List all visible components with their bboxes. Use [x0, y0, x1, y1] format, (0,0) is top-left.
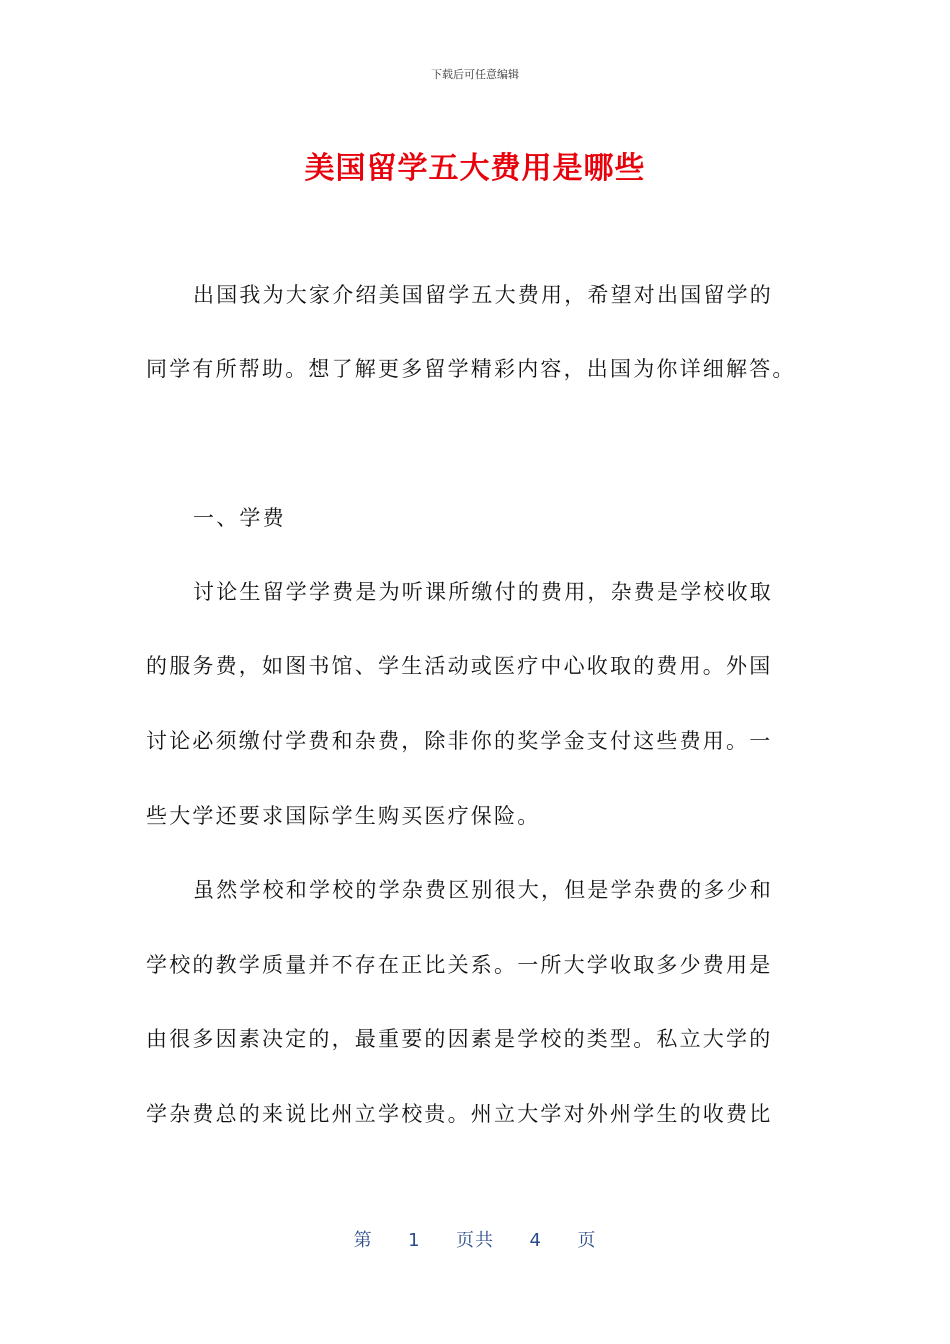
header-note: 下载后可任意编辑 — [431, 68, 519, 81]
paragraph-line: 出国我为大家介绍美国留学五大费用，希望对出国留学的 — [193, 283, 773, 307]
paragraph-line: 讨论生留学学费是为听课所缴付的费用，杂费是学校收取 — [193, 580, 773, 604]
paragraph-line: 学校的教学质量并不存在正比关系。一所大学收取多少费用是 — [146, 953, 773, 977]
paragraph-line: 些大学还要求国际学生购买医疗保险。 — [146, 804, 541, 828]
total-pages-number: 4 — [529, 1230, 542, 1251]
current-page-number: 1 — [408, 1230, 421, 1251]
paragraph-line: 同学有所帮助。想了解更多留学精彩内容，出国为你详细解答。 — [146, 357, 796, 381]
paragraph-line: 由很多因素决定的，最重要的因素是学校的类型。私立大学的 — [146, 1027, 773, 1051]
page-mid-text: 页共 — [456, 1230, 494, 1251]
paragraph-line: 的服务费，如图书馆、学生活动或医疗中心收取的费用。外国 — [146, 654, 773, 678]
page-suffix: 页 — [577, 1230, 597, 1251]
paragraph-line: 虽然学校和学校的学杂费区别很大，但是学杂费的多少和 — [193, 878, 773, 902]
document-title: 美国留学五大费用是哪些 — [304, 151, 646, 186]
page-prefix: 第 — [353, 1230, 373, 1251]
paragraph-line: 讨论必须缴付学费和杂费，除非你的奖学金支付这些费用。一 — [146, 729, 773, 753]
page-footer — [0, 1226, 950, 1252]
paragraph-line: 学杂费总的来说比州立学校贵。州立大学对外州学生的收费比 — [146, 1102, 773, 1126]
section-heading: 一、学费 — [193, 506, 286, 530]
